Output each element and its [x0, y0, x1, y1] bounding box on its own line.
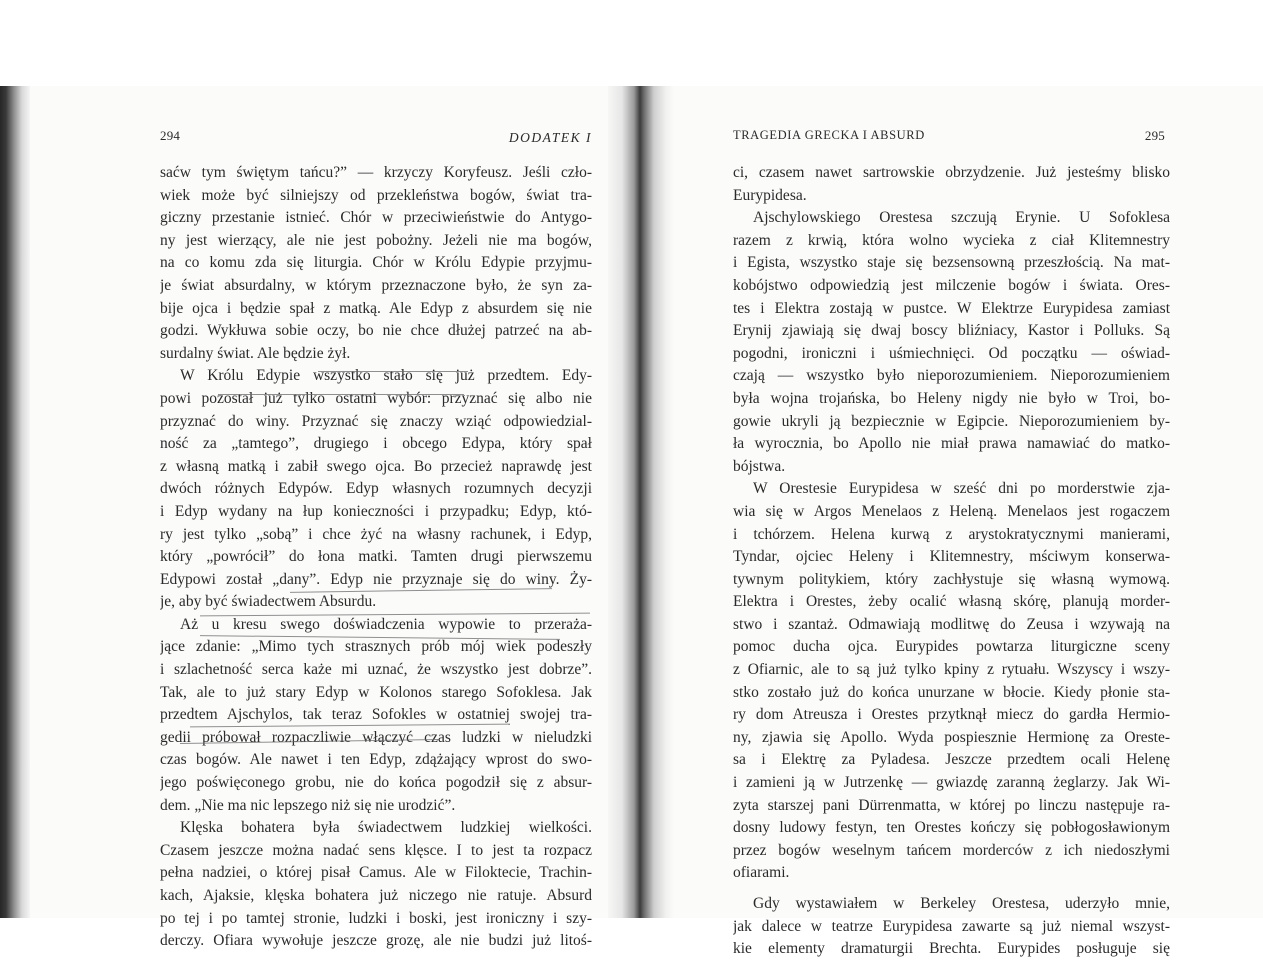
- text-line: przyznać do winy. Przyznać się znaczy wziąć odpowiedzial-: [160, 412, 592, 430]
- text-line: jego poświęconego grobu, nie do końca pogodził się z absur-: [160, 774, 592, 792]
- text-line: surdalny świat. Ale będzie żył.: [160, 344, 351, 362]
- text-line: wia się w Argos Menelaos z Heleną. Menelaos jest rogaczem: [733, 502, 1170, 520]
- text-line: z Ofiarnic, ale to są już tylko kpiny z rytuału. Wszyscy i wszy-: [733, 661, 1170, 679]
- text-line: bije ojca i będzie spał z matką. Ale Edyp z absurdem się nie: [160, 299, 592, 317]
- text-line: je świat absurdalny, w którym przeznaczone było, że syn za-: [160, 276, 592, 294]
- text-line: saćw tym świętym tańcu?” — krzyczy Koryfeusz. Jeśli czło-: [160, 164, 592, 181]
- text-line: Erynij zjawiają się dwaj boscy bliźniacy, Kastor i Polluks. Są: [733, 322, 1170, 340]
- text-line: derczy. Ofiara wywołuje jeszcze grozę, ale nie budzi już litoś-: [160, 932, 592, 950]
- book-gutter: [608, 86, 674, 918]
- text-line: na co komu zda się liturgia. Chór w Królu Edypie przyjmu-: [160, 254, 592, 272]
- text-line: ci, czasem nawet sartrowskie obrzydzenie. Już jesteśmy blisko: [733, 164, 1170, 181]
- text-line: Tak, ale to już stary Edyp w Kolonos starego Sofoklesa. Jak: [160, 683, 592, 701]
- text-line: W Orestesie Eurypidesa w sześć dni po morderstwie zja-: [753, 480, 1170, 498]
- pencil-underline: [318, 371, 468, 372]
- right-page-header: [733, 122, 1170, 148]
- text-line: gowie ukryli ją bezpiecznie w Egipcie. Nieporozumieniem by-: [733, 412, 1170, 430]
- left-page-body: [160, 162, 592, 953]
- text-line: stko zostało już do końca unurzane w błocie. Kiedy płonie sta-: [733, 683, 1170, 701]
- text-line: je, aby być świadectwem Absurdu.: [160, 593, 377, 611]
- text-line: dem. „Nie ma nic lepszego niż się nie urodzić”.: [160, 796, 456, 814]
- text-line: kach, Ajaksie, klęska bohatera już niczego nie ratuje. Absurd: [160, 887, 592, 904]
- text-line: Czasem jeszcze można nadać sens klęsce. I to jest ta rozpacz: [160, 841, 592, 859]
- text-line: Klęska bohatera była świadectwem ludzkiej wielkości.: [180, 819, 592, 837]
- text-line: dosny ludowy festyn, ten Orestes kończy się pobłogosławionym: [733, 819, 1170, 837]
- text-line: kobójstwo odpowiedzią jest milczenie bogów i świata. Ores-: [733, 276, 1170, 294]
- text-line: stwo i szantaż. Odmawiają modlitwę do Zeusa i wzywają na: [733, 615, 1170, 633]
- text-line: przedtem Ajschylos, tak teraz Sofokles w ostatniej swojej tra-: [160, 706, 592, 724]
- text-line: razem z krwią, która wolno wycieka z ciał Klitemnestry: [733, 231, 1170, 249]
- text-line: ny jest wierzący, ale nie jest pobożny. Jeżeli nie ma bogów,: [160, 231, 592, 249]
- text-line: i Edyp wydany na łup konieczności i przypadku; Edyp, któ-: [160, 502, 592, 520]
- text-line: ofiarami.: [733, 864, 790, 882]
- text-line: godzi. Wykłuwa sobie oczy, bo nie chce dłużej patrzeć na ab-: [160, 322, 592, 340]
- text-line: Gdy wystawiałem w Berkeley Orestesa, uderzyło mnie,: [753, 895, 1170, 912]
- text-line: i szlachetność serca każe mi uznać, że wszystko jest dobrze”.: [160, 661, 592, 679]
- right-page: [733, 122, 1170, 961]
- text-line: była wojna trojańska, bo Heleny nigdy nie było w Troi, bo-: [733, 389, 1170, 407]
- text-line: który „powrócił” do łona matki. Tamten drugi pierwszemu: [160, 548, 592, 566]
- text-line: tywnym politykiem, który zachłystuje się własną wymową.: [733, 570, 1170, 588]
- running-head: TRAGEDIA GRECKA I ABSURD: [733, 128, 925, 142]
- text-line: i tchórzem. Helena kurwą z arystokratycznymi manierami,: [733, 525, 1170, 543]
- text-line: ny, zjawia się Apollo. Wyda pospiesznie Hermionę za Oreste-: [733, 728, 1170, 746]
- text-line: Tyndar, ojciec Heleny i Klitemnestry, mściwym konserwa-: [733, 548, 1170, 566]
- text-line: dwóch różnych Edypów. Edyp własnych rozumnych decyzji: [160, 480, 592, 498]
- text-line: Edypowi został „dany”. Edyp nie przyznaje się do winy. Ży-: [160, 570, 592, 588]
- text-line: ła wyrocznia, bo Apollo nie miał prawa namawiać do matko-: [733, 435, 1170, 453]
- left-page: [160, 122, 592, 953]
- text-line: z własną matką i zabił swego ojca. Bo przecież naprawdę jest: [160, 457, 592, 475]
- text-line: Aż u kresu swego doświadczenia wypowie to przeraża-: [180, 615, 592, 633]
- text-line: przez bogów weselnym tańcem morderców z ich niedoszłymi: [733, 841, 1170, 859]
- text-line: W Królu Edypie wszystko stało się już przedtem. Edy-: [180, 367, 592, 385]
- text-line: ry dom Atreusza i Orestes przytknął miecz do gardła Hermio-: [733, 706, 1170, 724]
- page-number: 295: [1144, 128, 1165, 143]
- text-line: pomoc ducha ojca. Eurypides powtarza liturgiczne sceny: [733, 638, 1170, 656]
- text-line: i Egista, wszystko staje się bezsensowną przeszłością. Na mat-: [733, 254, 1170, 272]
- text-line: czas bogów. Ale nawet i ten Edyp, zdążający wprost do swo-: [160, 751, 592, 769]
- text-line: pełna nadziei, o której pisał Camus. Ale w Filoktecie, Trachin-: [160, 864, 592, 882]
- text-line: sa i Elektrę za Pyladesa. Jeszcze przedtem ocali Helenę: [733, 751, 1170, 769]
- left-page-header: [160, 122, 592, 148]
- text-line: i zamieni ją w Jutrzenkę — gwiazdę zaranną żeglarzy. Jak Wi-: [733, 774, 1170, 792]
- text-line: pogodni, ironiczni i uśmiechnięci. Od początku — oświad-: [733, 344, 1170, 362]
- text-line: gedii próbował rozpaczliwie włączyć czas ludzki w nieludzki: [160, 728, 592, 746]
- text-line: bójstwa.: [733, 457, 786, 475]
- running-head: DODATEK I: [508, 130, 592, 145]
- text-line: ry jest tylko „sobą” i chce żyć na własny rachunek, i Edyp,: [160, 525, 592, 543]
- text-line: czają — wszystko było nieporozumieniem. Nieporozumieniem: [733, 367, 1170, 385]
- text-line: Ajschylowskiego Orestesa szczują Erynie. U Sofoklesa: [753, 209, 1170, 227]
- text-line: po tej i po tamtej stronie, ludzki i boski, jest ironiczny i szy-: [160, 909, 592, 927]
- text-line: zyta starszej pani Dürrenmatta, w której po linczu następuje ra-: [733, 796, 1170, 814]
- text-line: Elektra i Orestes, żeby ocalić własną skórę, planują morder-: [733, 593, 1170, 611]
- text-line: kie elementy dramaturgii Brechta. Eurypides posługuje się: [733, 940, 1170, 958]
- text-line: wiek może być silniejszy od przekleństwa bogów, świat tra-: [160, 186, 592, 204]
- text-line: powi pozostał już tylko ostatni wybór: przyznać się albo nie: [160, 389, 592, 407]
- text-line: giczny przestanie istnieć. Chór w przeciwieństwie do Antygo-: [160, 209, 592, 227]
- page-number: 294: [160, 128, 181, 143]
- text-line: Eurypidesa.: [733, 186, 807, 204]
- pencil-underline: [218, 394, 464, 395]
- text-line: jak dalece w teatrze Eurypidesa zawarte są już niemal wszyst-: [733, 917, 1170, 935]
- scan-left-edge: [0, 86, 30, 918]
- text-line: ność za „tamtego”, drugiego i obcego Edypa, który spał: [160, 435, 592, 453]
- text-line: tes i Elektra zostają w pustce. W Elektrze Eurypidesa zamiast: [733, 299, 1170, 317]
- right-page-body: [733, 162, 1170, 961]
- text-line: jące zdanie: „Mimo tych strasznych prób mój wiek podeszły: [160, 638, 592, 656]
